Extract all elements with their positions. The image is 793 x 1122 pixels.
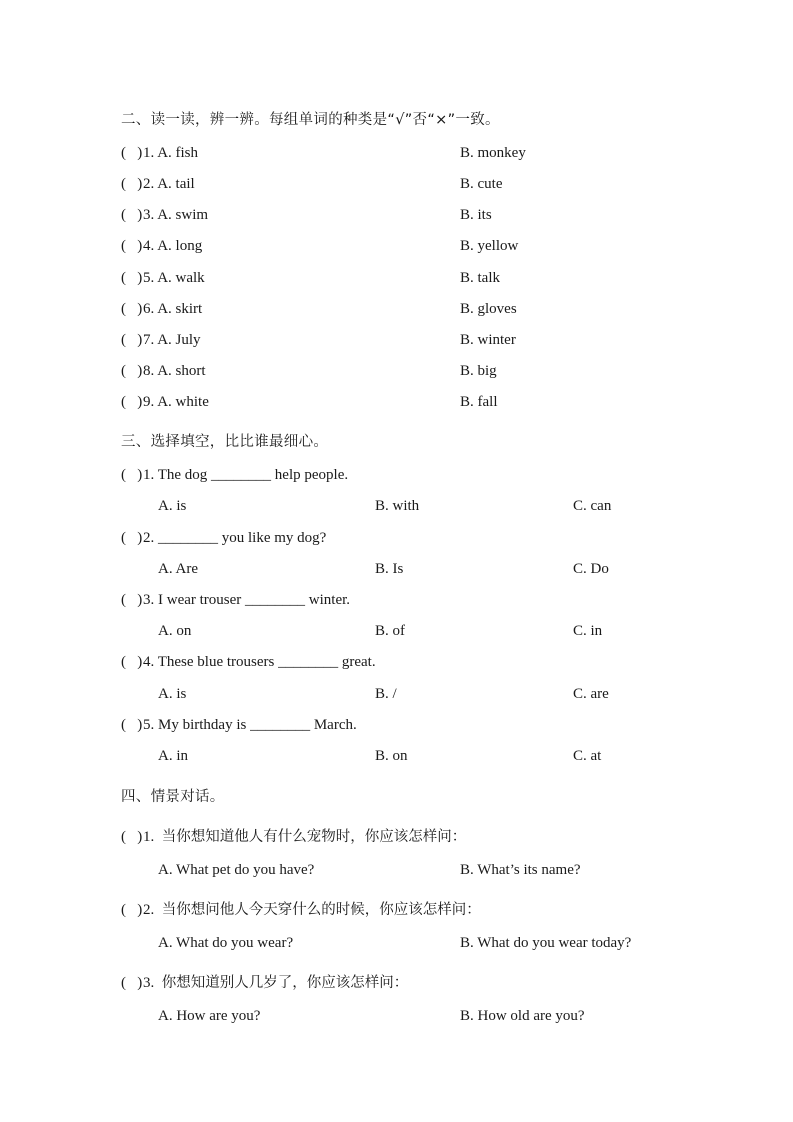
answer-blank[interactable]: ( ): [121, 270, 143, 286]
question-text: 当你想问他人今天穿什么的时候，你应该怎样问：: [161, 902, 481, 918]
answer-blank[interactable]: ( ): [121, 467, 143, 483]
item-number: 5.: [143, 270, 155, 286]
dialogue-question-2: [121, 898, 481, 919]
option-a: A. What pet do you have?: [158, 862, 315, 878]
option-c: C. at: [573, 748, 602, 764]
question-text: 1. The dog ________ help people.: [143, 467, 349, 483]
section-3-title: 三、选择填空，比比谁最细心。: [121, 434, 329, 450]
option-b: B. cute: [460, 176, 503, 192]
option-b: B. How old are you?: [460, 1008, 585, 1024]
option-b: B. on: [375, 748, 408, 764]
match-item-3: [121, 207, 208, 224]
item-number: 7.: [143, 332, 155, 348]
option-b: B. monkey: [460, 145, 526, 161]
answer-blank[interactable]: ( ): [121, 332, 143, 348]
answer-blank[interactable]: ( ): [121, 145, 143, 161]
option-a: A. walk: [157, 270, 205, 286]
item-number: 2.: [143, 902, 155, 918]
item-number: 3.: [143, 975, 155, 991]
option-b: B. winter: [460, 332, 516, 348]
match-item-8: [121, 363, 206, 380]
question-text: 当你想知道他人有什么宠物时，你应该怎样问：: [161, 829, 467, 845]
answer-blank[interactable]: ( ): [121, 975, 143, 991]
match-item-1: [121, 145, 198, 162]
question-text: 3. I wear trouser ________ winter.: [143, 592, 351, 608]
item-number: 9.: [143, 394, 155, 410]
option-a: A. swim: [157, 207, 209, 223]
item-number: 1.: [143, 145, 155, 161]
item-number: 3.: [143, 207, 155, 223]
fill-question-3: [121, 592, 350, 609]
option-a: A. tail: [157, 176, 195, 192]
option-c: C. can: [573, 498, 612, 514]
option-a: A. July: [157, 332, 201, 348]
answer-blank[interactable]: ( ): [121, 301, 143, 317]
fill-question-2: [121, 530, 326, 547]
option-b: B. What do you wear today?: [460, 935, 632, 951]
option-a: A. Are: [158, 561, 198, 577]
option-b: B. big: [460, 363, 497, 379]
item-number: 2.: [143, 176, 155, 192]
option-c: C. are: [573, 686, 609, 702]
option-b: B. gloves: [460, 301, 517, 317]
item-number: 8.: [143, 363, 155, 379]
option-b: B. yellow: [460, 238, 519, 254]
option-a: A. short: [157, 363, 206, 379]
option-b: B. Is: [375, 561, 404, 577]
answer-blank[interactable]: ( ): [121, 363, 143, 379]
option-b: B. of: [375, 623, 405, 639]
answer-blank[interactable]: ( ): [121, 654, 143, 670]
option-b: B. its: [460, 207, 492, 223]
answer-blank[interactable]: ( ): [121, 902, 143, 918]
option-a: A. on: [158, 623, 192, 639]
dialogue-question-3: [121, 971, 408, 992]
item-number: 1.: [143, 829, 155, 845]
question-text: 你想知道别人几岁了，你应该怎样问：: [161, 975, 409, 991]
match-item-4: [121, 238, 202, 255]
answer-blank[interactable]: ( ): [121, 176, 143, 192]
option-a: A. is: [158, 686, 187, 702]
question-text: 5. My birthday is ________ March.: [143, 717, 357, 733]
option-a: A. fish: [157, 145, 199, 161]
option-a: A. white: [157, 394, 209, 410]
answer-blank[interactable]: ( ): [121, 238, 143, 254]
option-b: B. /: [375, 686, 397, 702]
option-a: A. How are you?: [158, 1008, 261, 1024]
option-a: A. skirt: [157, 301, 203, 317]
item-number: 6.: [143, 301, 155, 317]
option-c: C. in: [573, 623, 603, 639]
answer-blank[interactable]: ( ): [121, 717, 143, 733]
match-item-9: [121, 394, 209, 411]
match-item-5: [121, 270, 205, 287]
option-c: C. Do: [573, 561, 609, 577]
answer-blank[interactable]: ( ): [121, 394, 143, 410]
item-number: 4.: [143, 238, 155, 254]
fill-question-5: [121, 717, 357, 734]
option-a: A. long: [157, 238, 203, 254]
fill-question-1: [121, 467, 348, 484]
option-a: A. in: [158, 748, 188, 764]
option-b: B. with: [375, 498, 420, 514]
answer-blank[interactable]: ( ): [121, 829, 143, 845]
answer-blank[interactable]: ( ): [121, 207, 143, 223]
section-2-title: 二、读一读，辨一辨。每组单词的种类是“√”否“×”一致。: [121, 112, 500, 128]
question-text: 4. These blue trousers ________ great.: [143, 654, 376, 670]
fill-question-4: [121, 654, 376, 671]
match-item-6: [121, 301, 202, 318]
option-b: B. What’s its name?: [460, 862, 581, 878]
section-4-title: 四、情景对话。: [121, 789, 225, 805]
dialogue-question-1: [121, 825, 466, 846]
question-text: 2. ________ you like my dog?: [143, 530, 327, 546]
match-item-2: [121, 176, 195, 193]
match-item-7: [121, 332, 201, 349]
answer-blank[interactable]: ( ): [121, 592, 143, 608]
option-b: B. fall: [460, 394, 498, 410]
option-a: A. is: [158, 498, 187, 514]
option-a: A. What do you wear?: [158, 935, 294, 951]
option-b: B. talk: [460, 270, 500, 286]
answer-blank[interactable]: ( ): [121, 530, 143, 546]
